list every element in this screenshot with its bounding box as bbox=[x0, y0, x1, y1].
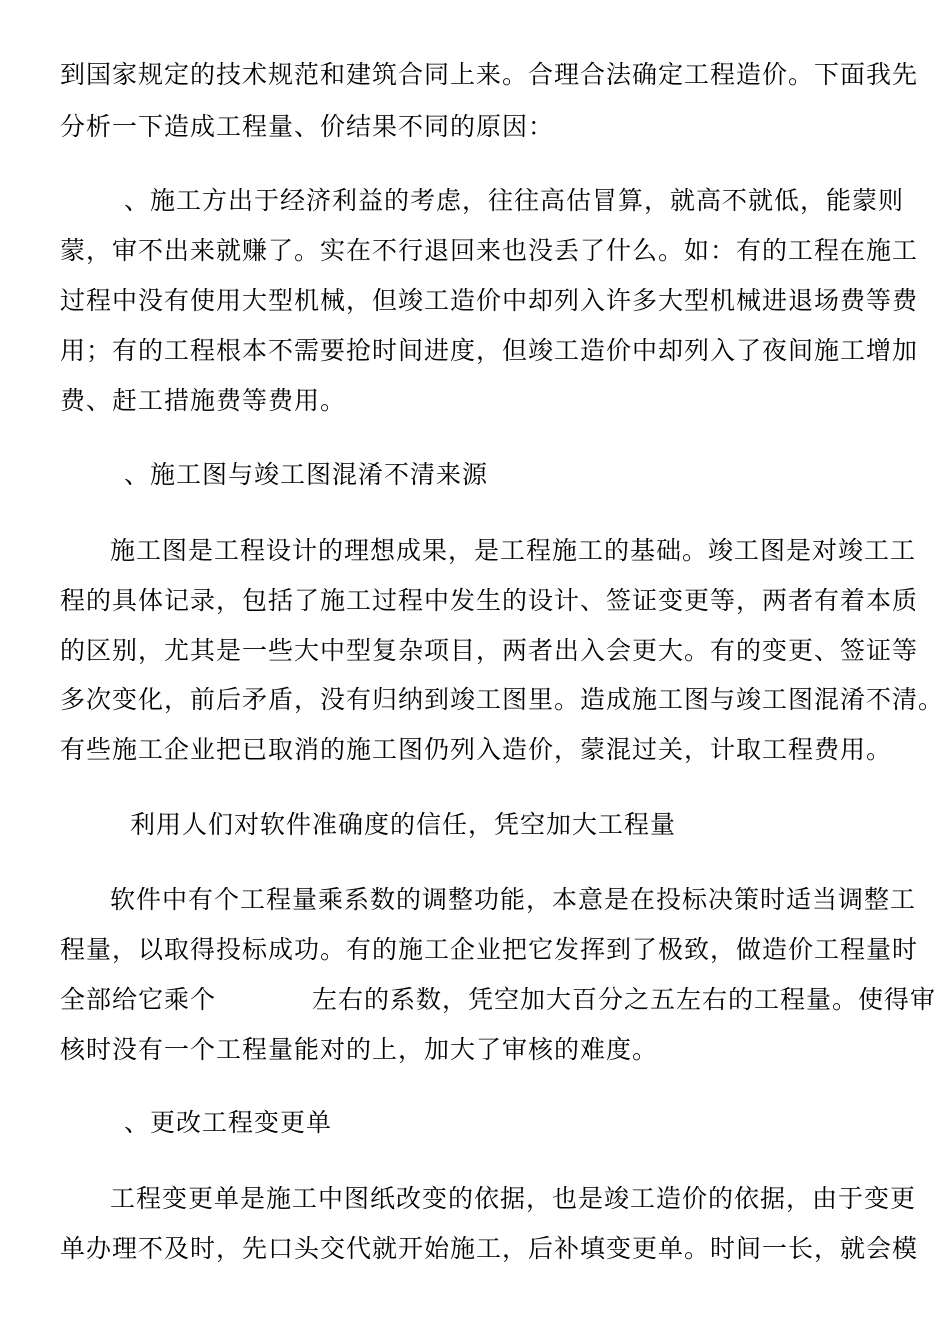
section3-line3-part2: 左右的系数，凭空加大百分之五左右的工程量。使得审 bbox=[312, 985, 937, 1014]
section2-line: 施工图是工程设计的理想成果，是工程施工的基础。竣工图是对竣工工 bbox=[110, 536, 917, 565]
section1-first-line: 、施工方出于经济利益的考虑，往往高估冒算，就高不就低，能蒙则 bbox=[124, 186, 905, 215]
section1-line: 蒙，审不出来就赚了。实在不行退回来也没丢了什么。如：有的工程在施工 bbox=[60, 236, 919, 265]
section2-line: 的区别，尤其是一些大中型复杂项目，两者出入会更大。有的变更、签证等 bbox=[60, 636, 919, 665]
section3-line: 程量，以取得投标成功。有的施工企业把它发挥到了极致，做造价工程量时 bbox=[60, 935, 919, 964]
section2-line: 多次变化，前后矛盾，没有归纳到竣工图里。造成施工图与竣工图混淆不清。 bbox=[60, 685, 945, 714]
section3-heading: 利用人们对软件准确度的信任，凭空加大工程量 bbox=[130, 810, 677, 839]
section1-line: 用；有的工程根本不需要抢时间进度，但竣工造价中却列入了夜间施工增加 bbox=[60, 336, 919, 365]
section4-line: 单办理不及时，先口头交代就开始施工，后补填变更单。时间一长，就会模 bbox=[60, 1234, 919, 1263]
intro-line: 分析一下造成工程量、价结果不同的原因： bbox=[60, 112, 555, 141]
section3-line: 软件中有个工程量乘系数的调整功能，本意是在投标决策时适当调整工 bbox=[110, 885, 917, 914]
section3-line3-part1: 全部给它乘个 bbox=[60, 985, 217, 1014]
section1-line: 过程中没有使用大型机械，但竣工造价中却列入许多大型机械进退场费等费 bbox=[60, 286, 919, 315]
section4-heading: 、更改工程变更单 bbox=[124, 1108, 333, 1137]
section2-heading: 、施工图与竣工图混淆不清来源 bbox=[124, 460, 489, 489]
intro-line: 到国家规定的技术规范和建筑合同上来。合理合法确定工程造价。下面我先 bbox=[60, 60, 919, 89]
section1-line: 费、赶工措施费等费用。 bbox=[60, 386, 347, 415]
section3-line-with-gap bbox=[60, 983, 936, 1017]
section3-line: 核时没有一个工程量能对的上，加大了审核的难度。 bbox=[60, 1035, 659, 1064]
section2-line: 有些施工企业把已取消的施工图仍列入造价，蒙混过关，计取工程费用。 bbox=[60, 735, 893, 764]
section4-line: 工程变更单是施工中图纸改变的依据，也是竣工造价的依据，由于变更 bbox=[110, 1184, 917, 1213]
section2-line: 程的具体记录，包括了施工过程中发生的设计、签证变更等，两者有着本质 bbox=[60, 586, 919, 615]
